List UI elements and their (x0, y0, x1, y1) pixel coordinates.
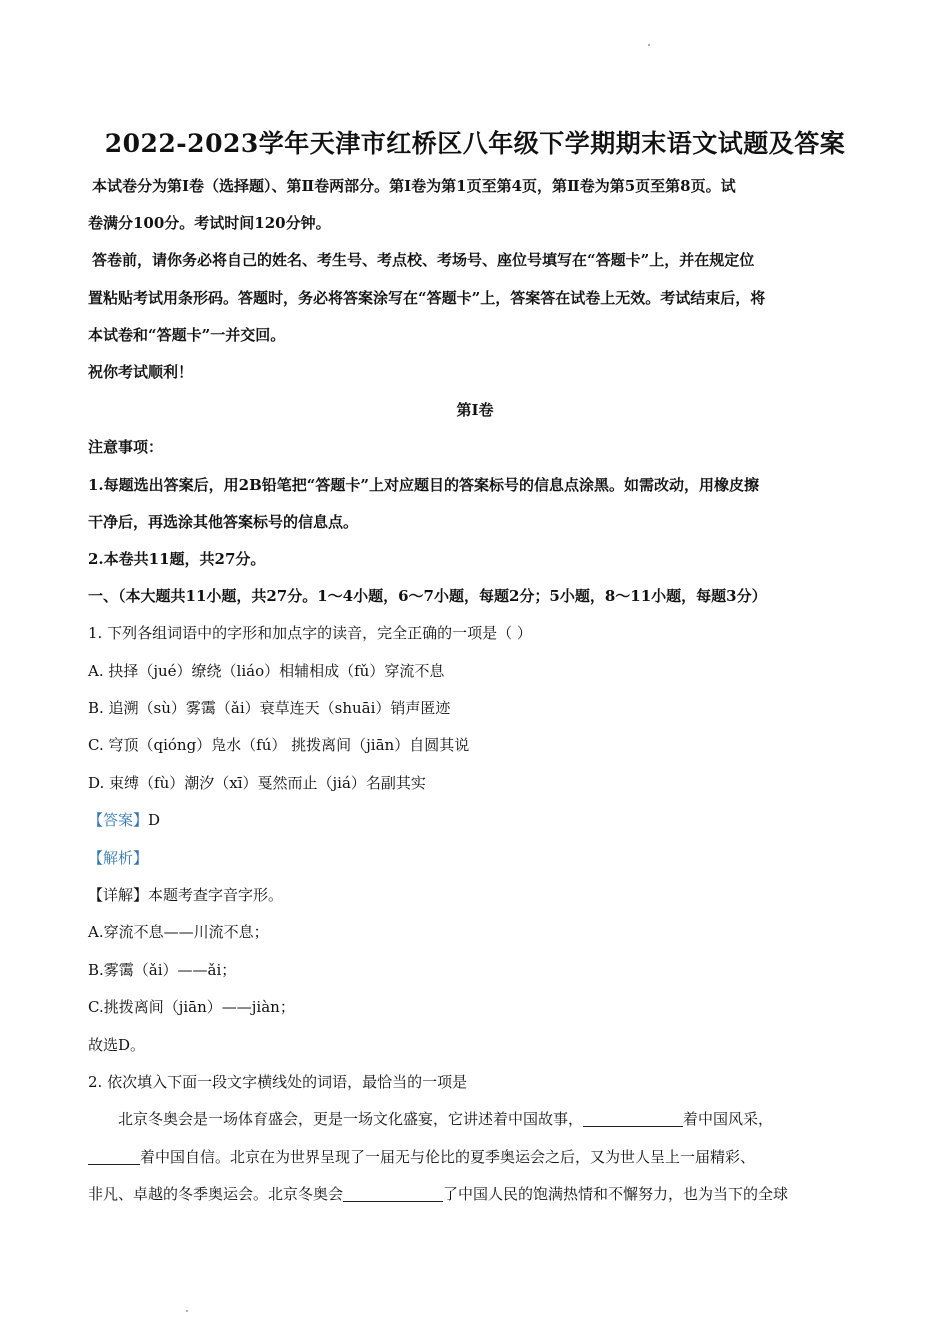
option-d: D. 束缚（fù）潮汐（xī）戛然而止（jiá）名副其实 (88, 774, 426, 792)
detail-line: 【详解】本题考查字音字形。 (88, 886, 284, 904)
passage-text: 北京冬奥会是一场体育盛会，更是一场文化盛宴，它讲述着中国故事， (118, 1110, 584, 1128)
note-line: 1.每题选出答案后，用2B铅笔把“答题卡”上对应题目的答案标号的信息点涂黑。如需改动，用橡皮擦 (88, 476, 760, 494)
fill-blank (88, 1148, 140, 1165)
question-stem: 2. 依次填入下面一段文字横线处的词语，最恰当的一项是 (88, 1073, 468, 1091)
section-title: 第Ⅰ卷 (456, 401, 494, 419)
note-line: 2.本卷共11题，共27分。 (88, 550, 266, 568)
intro-line: 卷满分100分。考试时间120分钟。 (88, 214, 331, 232)
intro-line: 答卷前，请你务必将自己的姓名、考生号、考点校、考场号、座位号填写在“答题卡”上，并在规定位 (92, 251, 755, 269)
answer-value: D (148, 811, 161, 829)
note-line: 干净后，再选涂其他答案标号的信息点。 (88, 513, 359, 531)
scan-dot (648, 44, 650, 46)
intro-line: 祝你考试顺利！ (88, 363, 194, 381)
fill-blank (583, 1110, 683, 1127)
option-a: A. 抉择（jué）缭绕（liáo）相辅相成（fǔ）穿流不息 (88, 662, 445, 680)
notes-heading: 注意事项： (88, 438, 164, 456)
answer-label: 【答案】 (88, 811, 149, 829)
intro-line: 本试卷和“答题卡”一并交回。 (88, 326, 286, 344)
answer-line (88, 809, 160, 830)
passage-text: 非凡、卓越的冬季奥运会。北京冬奥会 (88, 1185, 344, 1203)
part-heading: 一、（本大题共11小题，共27分。1～4小题，6～7小题，每题2分；5小题，8～11小题，每题3分） (88, 587, 767, 605)
passage-text: 着中国自信。北京在为世界呈现了一届无与伦比的夏季奥运会之后，又为世人呈上一届精彩、 (140, 1148, 756, 1166)
intro-line: 本试卷分为第Ⅰ卷（选择题）、第Ⅱ卷两部分。第Ⅰ卷为第1页至第4页，第Ⅱ卷为第5页至第8页。试 (92, 177, 736, 195)
passage-line (88, 1146, 755, 1167)
option-c: C. 穹顶（qióng）凫水（fú） 挑拨离间（jiān）自圆其说 (88, 736, 470, 754)
intro-line: 置粘贴考试用条形码。答题时，务必将答案涂写在“答题卡”上，答案答在试卷上无效。考试结束后，将 (88, 289, 766, 307)
scan-dot (186, 1310, 188, 1312)
option-b: B. 追溯（sù）雾霭（ǎi）衰草连天（shuāi）销声匿迹 (88, 699, 451, 717)
passage-line (88, 1183, 788, 1204)
question-stem: 1. 下列各组词语中的字形和加点字的读音，完全正确的一项是（ ） (88, 624, 532, 642)
passage-line (118, 1108, 773, 1129)
explanation-line: C.挑拨离间（jiān）——jiàn； (88, 998, 295, 1016)
fill-blank (343, 1185, 443, 1202)
explanation-line: B.雾霭（ǎi）——ǎi； (88, 961, 237, 979)
analysis-label: 【解析】 (88, 849, 149, 867)
explanation-line: A.穿流不息——川流不息； (88, 923, 269, 941)
explanation-line: 故选D。 (88, 1036, 146, 1054)
passage-text: 了中国人民的饱满热情和不懈努力，也为当下的全球 (443, 1185, 789, 1203)
document-title: 2022-2023学年天津市红桥区八年级下学期期末语文试题及答案 (104, 129, 846, 158)
passage-text: 着中国风采， (683, 1110, 774, 1128)
